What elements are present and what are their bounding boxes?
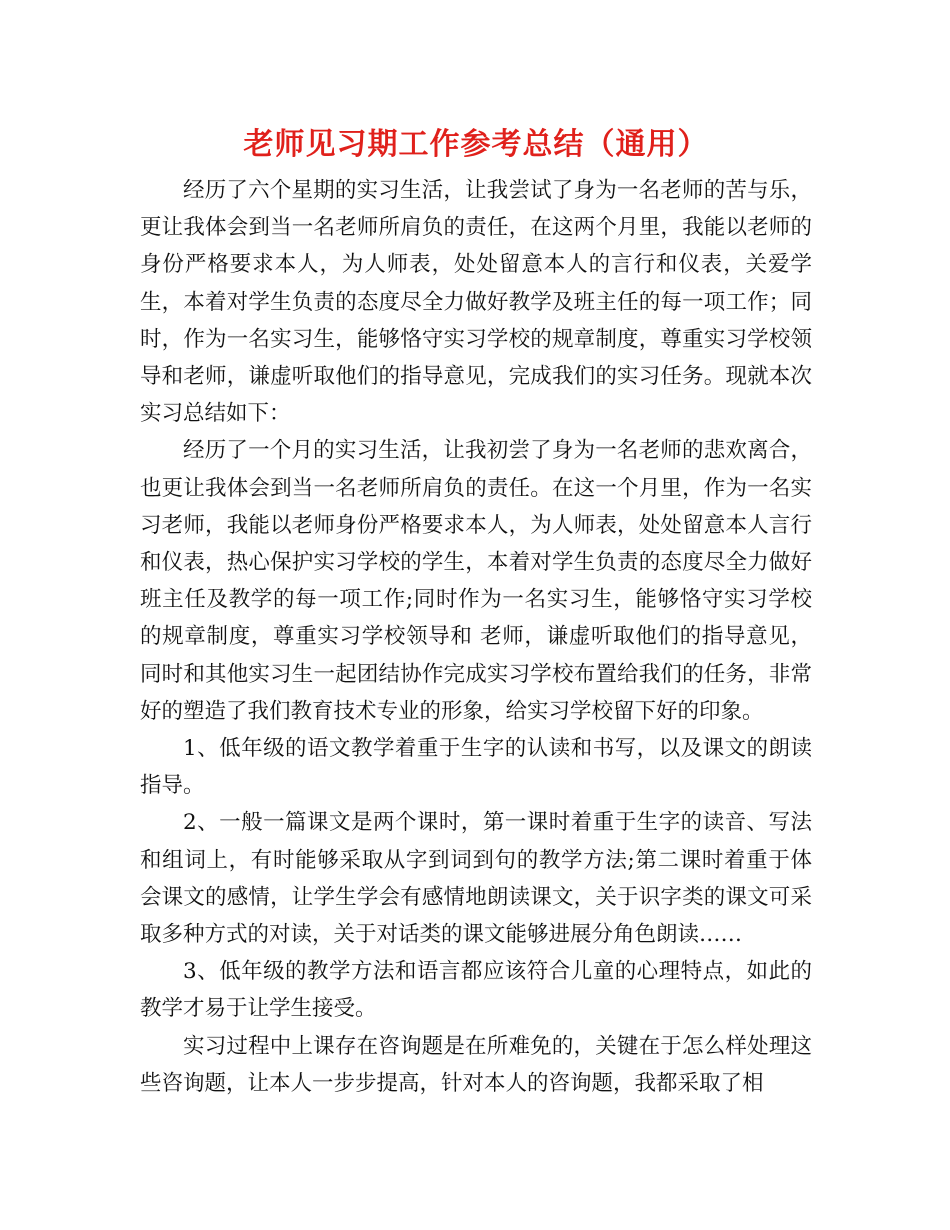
- paragraph-5: 3、低年级的教学方法和语言都应该符合儿童的心理特点，如此的教学才易于让学生接受。: [140, 959, 812, 1022]
- paragraph-1: 经历了六个星期的实习生活，让我尝试了身为一名老师的苦与乐，更让我体会到当一名老师所肩负的责任，在这两个月里，我能以老师的身份严格要求本人，为人师表，处处留意本人的言行和仪表，关爱学生，本着对学生负责的态度尽全力做好教学及班主任的每一项工作；同时，作为一名实习生，能够恪守实习学校的规章制度，尊重实习学校领导和老师，谦虚听取他们的指导意见，完成我们的实习任务。现就本次实习总结如下：: [140, 178, 812, 427]
- document-title: 老师见习期工作参考总结（通用）: [243, 127, 709, 162]
- paragraph-2: 经历了一个月的实习生活，让我初尝了身为一名老师的悲欢离合，也更让我体会到当一名老师所肩负的责任。在这一个月里，作为一名实习老师，我能以老师身份严格要求本人，为人师表，处处留意本人言行和仪表，热心保护实习学校的学生，本着对学生负责的态度尽全力做好班主任及教学的每一项工作;同时作为一名实习生，能够恪守实习学校的规章制度，尊重实习学校领导和 老师，谦虚听取他们的指导意见，同时和其他实习生一起团结协作完成实习学校布置给我们的任务，非常好的塑造了我们教育技术专业的形象，给实习学校留下好的印象。: [140, 438, 812, 724]
- document-page: [140, 124, 812, 1102]
- paragraph-6: 实习过程中上课存在咨询题是在所难免的，关键在于怎么样处理这些咨询题，让本人一步步提高，针对本人的咨询题，我都采取了相: [140, 1033, 812, 1096]
- paragraph-3: 1、低年级的语文教学着重于生字的认读和书写，以及课文的朗读指导。: [140, 736, 812, 799]
- paragraph-4: 2、一般一篇课文是两个课时，第一课时着重于生字的读音、写法和组词上，有时能够采取从字到词到句的教学方法;第二课时着重于体会课文的感情，让学生学会有感情地朗读课文，关于识字类的课文可采取多种方式的对读，关于对话类的课文能够进展分角色朗读……: [140, 810, 812, 948]
